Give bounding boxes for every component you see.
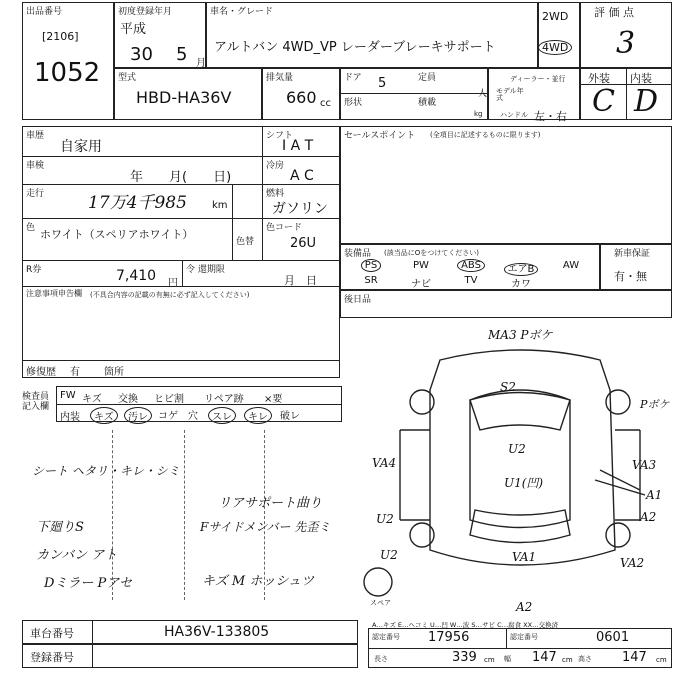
body-label: 形状: [344, 98, 363, 108]
repair-unit: 箇所: [104, 367, 124, 378]
model-grade-label: 車名・グレード: [210, 7, 274, 17]
damage-mark-7: A2: [640, 510, 657, 524]
check-label: 検査員記入欄: [22, 392, 50, 412]
recycle-label: R券: [26, 265, 42, 275]
chassis-label: 車台番号: [30, 627, 74, 640]
ext-grade: C: [592, 84, 615, 119]
remark-under: 下廻りS: [36, 520, 84, 535]
equip-r2-4: カワ: [511, 279, 531, 290]
dealer-label: ディーラー・並行: [510, 75, 566, 83]
remark-seat: シート ヘタリ・キレ・シミ: [32, 464, 180, 478]
cert-no-value: 0601: [596, 630, 630, 645]
usage-label: 車歴: [26, 131, 45, 141]
mileage-label: 走行: [26, 189, 45, 199]
color-label: 色: [26, 223, 36, 233]
width-label: 幅: [504, 655, 511, 663]
equip-5: AW: [562, 260, 580, 271]
displacement: 660: [286, 88, 317, 107]
inspector-code-6: ×要: [264, 394, 283, 405]
sales-label: セールスポイント: [344, 131, 416, 141]
after-label: 後日品: [344, 295, 372, 305]
first-reg-label: 初度登録年月: [118, 7, 173, 17]
row-line-6: [22, 360, 340, 361]
drive-2wd: 2WD: [542, 10, 569, 23]
cert-split: [506, 628, 507, 648]
displacement-label: 排気量: [266, 73, 294, 83]
reg-month: 5: [176, 44, 188, 65]
equip-3: ABS: [446, 260, 496, 271]
model-label: 型式: [118, 73, 137, 83]
cert-label: 認定番号: [372, 633, 400, 641]
detail-box: [22, 126, 340, 378]
repair-label: 修復歴: [26, 367, 56, 378]
new-warranty-value: 有・無: [614, 270, 647, 283]
int-grade: D: [634, 84, 659, 119]
damage-mark-1: S2: [500, 380, 516, 394]
row-line-1: [22, 156, 340, 157]
cert-divider: [368, 648, 672, 649]
reg-label: 登録番号: [30, 651, 74, 664]
col-split: [262, 126, 263, 260]
expiry-value: 月 日: [284, 274, 317, 287]
model-code: HBD-HA36V: [136, 88, 232, 107]
after-box: [340, 290, 672, 318]
caution-sub: (不具合内容の記載の有無に必ず記入してください): [90, 291, 250, 299]
equip-4: エアB: [496, 260, 546, 275]
km-split: [232, 184, 233, 218]
damage-mark-10: U2: [380, 548, 398, 562]
length-value: 339: [452, 650, 477, 665]
inspector-code-3: 交換: [118, 394, 138, 405]
body-box: [340, 68, 488, 120]
cert-no-label: 認定番号: [510, 633, 538, 641]
ac-value: A C: [290, 168, 314, 184]
new-warranty-label: 新車保証: [614, 249, 651, 259]
inspector-int-6: キレ: [244, 407, 272, 424]
lot-label: 出品番号: [26, 7, 63, 17]
caution-label: 注意事項申告欄: [26, 289, 82, 298]
inspector-code-2: キズ: [82, 394, 102, 405]
ext-label: 外装: [588, 72, 610, 85]
row-line-5: [22, 286, 340, 287]
doors-label: ドア: [344, 73, 362, 83]
length-unit: cm: [484, 656, 495, 664]
inspector-code-1: FW: [60, 390, 76, 401]
handle-label: ハンドル: [500, 111, 528, 119]
inspector-interior-label: 内装: [60, 412, 80, 423]
inspection-value: 年 月( 日): [130, 170, 232, 185]
equip-1: PS: [346, 260, 396, 271]
equip-label: 装備品: [344, 249, 372, 259]
color-split: [232, 218, 233, 260]
reg-month-unit: 月: [196, 58, 206, 69]
color-change-label: 色替: [236, 237, 255, 247]
model-grade: アルトバン 4WD_VP レーダーブレーキサポート: [214, 40, 496, 55]
capacity-unit: 人: [478, 89, 488, 99]
inspection-label: 車検: [26, 161, 45, 171]
color-code-value: 26U: [290, 236, 317, 251]
era: 平成: [120, 22, 147, 37]
grade-split: [626, 68, 627, 120]
ac-label: 冷房: [266, 161, 285, 171]
expiry-label: 令 還期限: [186, 265, 225, 275]
drive-4wd: 4WD: [538, 40, 572, 55]
remark-rear-support: リアサポート曲り: [218, 496, 323, 511]
remark-sign: カンバン アト: [36, 548, 118, 563]
damage-mark-11: VA2: [620, 556, 645, 570]
displacement-unit: cc: [320, 98, 331, 109]
height-unit: cm: [656, 656, 667, 664]
remark-guide-2: [184, 430, 185, 600]
spare-label: スペア: [370, 599, 391, 607]
damage-mark-5: VA3: [632, 458, 657, 472]
diagram-right-note: Pボケ: [640, 398, 670, 411]
fuel-value: ガソリン: [272, 201, 328, 217]
color-code-label: 色コード: [266, 223, 303, 233]
inspector-code-5: リペア跡: [204, 394, 244, 405]
row-line-4: [22, 260, 340, 261]
damage-mark-8: U2: [376, 512, 394, 526]
mileage-unit: km: [212, 200, 228, 211]
lot-number: 1052: [34, 58, 101, 88]
inspector-int-1: キズ: [90, 407, 118, 424]
damage-mark-2: U2: [508, 442, 526, 456]
load-label: 積載: [418, 98, 437, 108]
length-label: 長さ: [374, 655, 388, 663]
remark-side-member: Fサイドメンバー 先歪ミ: [200, 520, 331, 534]
equip-r2-2: ナビ: [411, 279, 431, 290]
diagram-top-note: MA3 Pボケ: [488, 328, 553, 342]
damage-mark-12: A2: [516, 600, 533, 614]
sales-sub: (全項目に記述するものに限ります): [430, 131, 541, 139]
capacity-label: 定員: [418, 73, 437, 83]
repair-value: 有: [70, 367, 80, 378]
spec-divider: [340, 93, 488, 94]
chassis-value: HA36V-133805: [164, 624, 270, 640]
cert-value: 17956: [428, 630, 470, 645]
shift-label: シフト: [266, 131, 294, 141]
int-label: 内装: [630, 72, 652, 85]
inspector-code-4: ヒビ割: [154, 394, 184, 405]
usage-value: 自家用: [60, 139, 102, 155]
height-label: 高さ: [578, 655, 592, 663]
height-value: 147: [622, 650, 647, 665]
inspector-int-7: 破レ: [280, 411, 300, 422]
model-year-label: モデル年式: [496, 87, 524, 102]
doors: 5: [378, 76, 387, 91]
equip-r2-3: TV: [464, 275, 478, 286]
equip-r2-1: SR: [364, 275, 378, 286]
lot-code: [2106]: [42, 30, 79, 43]
width-value: 147: [532, 650, 557, 665]
row-line-3: [22, 218, 340, 219]
damage-mark-9: VA1: [512, 550, 537, 564]
color-value: ホワイト（スペリアホワイト）: [40, 228, 194, 241]
recycle-split: [182, 260, 183, 286]
width-unit: cm: [562, 656, 573, 664]
load-unit: kg: [474, 110, 483, 118]
inspector-int-5: スレ: [208, 407, 236, 424]
damage-legend: A…キズ E…ヘコミ U…凹 W…波 S…サビ C…腐食 XX…交換済: [372, 621, 559, 629]
inspector-int-3: コゲ: [158, 411, 178, 422]
inspector-int-2: 汚レ: [124, 407, 152, 424]
reg-year: 30: [130, 44, 153, 65]
mileage-value: 17万4千985: [88, 193, 187, 213]
equip-2: PW: [413, 260, 429, 271]
fuel-label: 燃料: [266, 189, 285, 199]
remark-mirror: Dミラー Pアセ: [44, 576, 133, 591]
recycle-unit: 円: [168, 278, 178, 289]
equip-sub: (該当品にOをつけてください): [384, 249, 479, 257]
recycle-value: 7,410: [116, 268, 157, 284]
row-line-2: [22, 184, 340, 185]
sales-box: [340, 126, 672, 244]
handle-value: 左・右: [534, 110, 567, 123]
shift-value: I A T: [282, 138, 314, 154]
damage-mark-3: U1(凹): [504, 476, 544, 490]
score-label: 評 価 点: [594, 6, 634, 19]
damage-mark-4: VA4: [372, 456, 397, 470]
damage-mark-6: A1: [646, 488, 663, 502]
inspector-int-4: 穴: [188, 411, 198, 422]
remark-scratch: キズ M ホッシュツ: [202, 574, 315, 589]
score: 3: [616, 26, 636, 61]
